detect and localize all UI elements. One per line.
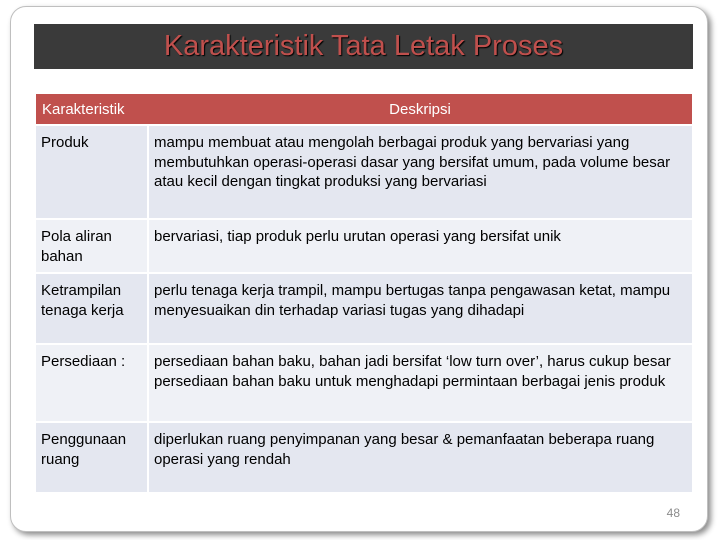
table-row [36, 344, 692, 422]
row-description: mampu membuat atau mengolah berbagai produk yang bervariasi yang membutuhkan operasi-operasi dasar yang bersifat umum, pada volume besar atau kecil dengan tingkat produksi yang bervariasi [148, 125, 692, 219]
table-row [36, 422, 692, 493]
row-description: perlu tenaga kerja trampil, mampu bertugas tanpa pengawasan ketat, mampu menyesuaikan din terhadap variasi tugas yang dihadapi [148, 273, 692, 344]
row-label: Ketrampilan tenaga kerja [36, 273, 148, 344]
table-header-row [36, 94, 692, 125]
header-karakteristik: Karakteristik [36, 94, 148, 125]
row-description: persediaan bahan baku, bahan jadi bersifat ‘low turn over’, harus cukup besar persediaan bahan baku untuk menghadapi permintaan berbagai jenis produk [148, 344, 692, 422]
table-row [36, 125, 692, 219]
row-label: Produk [36, 125, 148, 219]
row-description: diperlukan ruang penyimpanan yang besar & pemanfaatan beberapa ruang operasi yang rendah [148, 422, 692, 493]
row-label: Pola aliran bahan [36, 219, 148, 273]
title-bar [34, 24, 693, 69]
table-row [36, 219, 692, 273]
header-deskripsi: Deskripsi [148, 94, 692, 125]
row-description: bervariasi, tiap produk perlu urutan operasi yang bersifat unik [148, 219, 692, 273]
slide-title: Karakteristik Tata Letak Proses [163, 30, 564, 62]
page-number: 48 [666, 506, 680, 520]
row-label: Persediaan : [36, 344, 148, 422]
characteristics-table [36, 94, 692, 494]
row-label: Penggunaan ruang [36, 422, 148, 493]
table-row [36, 273, 692, 344]
